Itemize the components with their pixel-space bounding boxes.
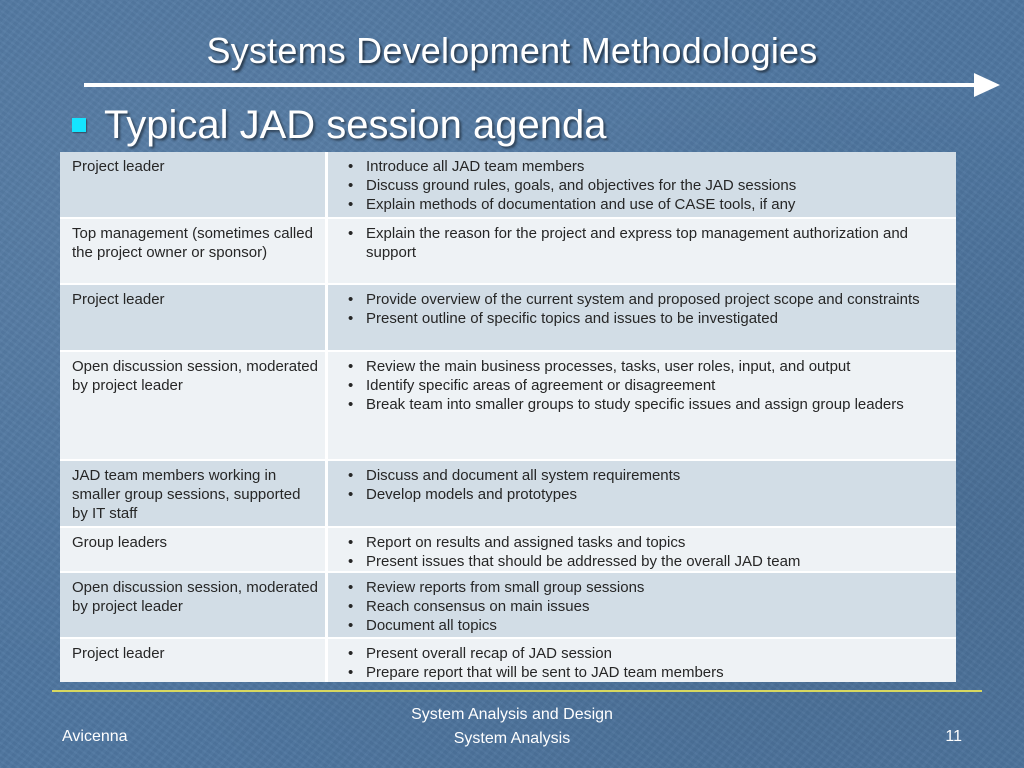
agenda-task-text: Identify specific areas of agreement or disagreement — [366, 376, 716, 394]
agenda-row — [60, 639, 956, 682]
agenda-participant: JAD team members working in smaller group sessions, supported by IT staff — [60, 461, 328, 526]
agenda-task — [348, 552, 946, 571]
agenda-task — [348, 466, 946, 485]
agenda-participant: Open discussion session, moderated by project leader — [60, 352, 328, 460]
agenda-row — [60, 573, 956, 640]
agenda-task-text: Break team into smaller groups to study specific issues and assign group leaders — [366, 395, 904, 413]
bullet-dot-icon: • — [348, 578, 354, 596]
agenda-task — [348, 195, 946, 214]
agenda-task-text: Discuss ground rules, goals, and objectives for the JAD sessions — [366, 177, 797, 194]
title-underline-arrow — [84, 72, 1004, 100]
agenda-task-text: Explain the reason for the project and express top management authorization and support — [366, 224, 909, 261]
agenda-task — [348, 644, 946, 663]
agenda-task-text: Develop models and prototypes — [366, 486, 577, 503]
bullet-dot-icon: • — [348, 616, 354, 634]
agenda-task-text: Present issues that should be addressed by the overall JAD team — [366, 552, 801, 570]
agenda-task — [348, 357, 946, 376]
bullet-dot-icon: • — [348, 177, 354, 194]
agenda-task — [348, 395, 946, 414]
bullet-dot-icon: • — [348, 467, 354, 484]
agenda-tasks — [328, 285, 956, 350]
agenda-participant: Project leader — [60, 152, 328, 217]
bullet-dot-icon: • — [348, 196, 354, 213]
agenda-task-text: Discuss and document all system requirements — [366, 467, 681, 484]
agenda-row — [60, 152, 956, 219]
agenda-row — [60, 461, 956, 528]
bullet-dot-icon: • — [348, 552, 354, 570]
footer-divider — [52, 690, 982, 692]
agenda-task — [348, 376, 946, 395]
agenda-row — [60, 352, 956, 462]
slide-title: Systems Development Methodologies — [206, 30, 818, 71]
bullet-dot-icon: • — [348, 664, 354, 681]
agenda-tasks — [328, 352, 956, 460]
agenda-task — [348, 224, 946, 262]
agenda-row — [60, 219, 956, 286]
agenda-participant: Project leader — [60, 285, 328, 350]
bullet-text: Typical JAD session agenda — [104, 102, 607, 147]
agenda-task-text: Explain methods of documentation and use of CASE tools, if any — [366, 196, 796, 213]
agenda-task — [348, 597, 946, 616]
agenda-task-text: Document all topics — [366, 616, 497, 634]
bullet-dot-icon: • — [348, 376, 354, 394]
agenda-task — [348, 485, 946, 504]
agenda-tasks — [328, 461, 956, 526]
bullet-item — [72, 100, 607, 150]
agenda-task — [348, 290, 946, 309]
agenda-tasks — [328, 528, 956, 571]
bullet-dot-icon: • — [348, 533, 354, 551]
agenda-participant: Group leaders — [60, 528, 328, 571]
agenda-tasks — [328, 573, 956, 638]
agenda-participant: Project leader — [60, 639, 328, 682]
agenda-task-text: Present overall recap of JAD session — [366, 645, 612, 662]
agenda-participant: Open discussion session, moderated by project leader — [60, 573, 328, 638]
bullet-dot-icon: • — [348, 158, 354, 175]
bullet-dot-icon: • — [348, 395, 354, 413]
bullet-dot-icon: • — [348, 486, 354, 503]
agenda-tasks — [328, 639, 956, 682]
agenda-task — [348, 309, 946, 328]
agenda-task — [348, 663, 946, 682]
footer-course-subtitle: System Analysis — [453, 730, 571, 747]
agenda-task — [348, 616, 946, 635]
agenda-row — [60, 285, 956, 352]
agenda-task — [348, 176, 946, 195]
footer-course — [312, 703, 712, 751]
square-bullet-icon — [72, 118, 86, 132]
agenda-row — [60, 528, 956, 573]
agenda-task — [348, 533, 946, 552]
agenda-task-text: Provide overview of the current system and proposed project scope and constraints — [366, 291, 920, 308]
footer-author: Avicenna — [62, 728, 128, 745]
jad-agenda-table — [60, 152, 956, 682]
agenda-task-text: Introduce all JAD team members — [366, 158, 585, 175]
bullet-dot-icon: • — [348, 597, 354, 615]
bullet-dot-icon: • — [348, 291, 354, 308]
agenda-task-text: Report on results and assigned tasks and topics — [366, 533, 686, 551]
bullet-dot-icon: • — [348, 310, 354, 327]
agenda-tasks — [328, 219, 956, 284]
bullet-dot-icon: • — [348, 645, 354, 662]
agenda-task-text: Reach consensus on main issues — [366, 597, 590, 615]
agenda-task — [348, 157, 946, 176]
agenda-tasks — [328, 152, 956, 217]
agenda-task — [348, 578, 946, 597]
agenda-task-text: Review the main business processes, tasks, user roles, input, and output — [366, 357, 851, 375]
agenda-participant: Top management (sometimes called the project owner or sponsor) — [60, 219, 328, 284]
agenda-task-text: Present outline of specific topics and issues to be investigated — [366, 310, 778, 327]
bullet-dot-icon: • — [348, 224, 354, 242]
agenda-task-text: Prepare report that will be sent to JAD team members — [366, 664, 724, 681]
footer-course-title: System Analysis and Design — [411, 706, 613, 723]
bullet-dot-icon: • — [348, 357, 354, 375]
agenda-task-text: Review reports from small group sessions — [366, 578, 645, 596]
page-number: 11 — [945, 728, 962, 745]
